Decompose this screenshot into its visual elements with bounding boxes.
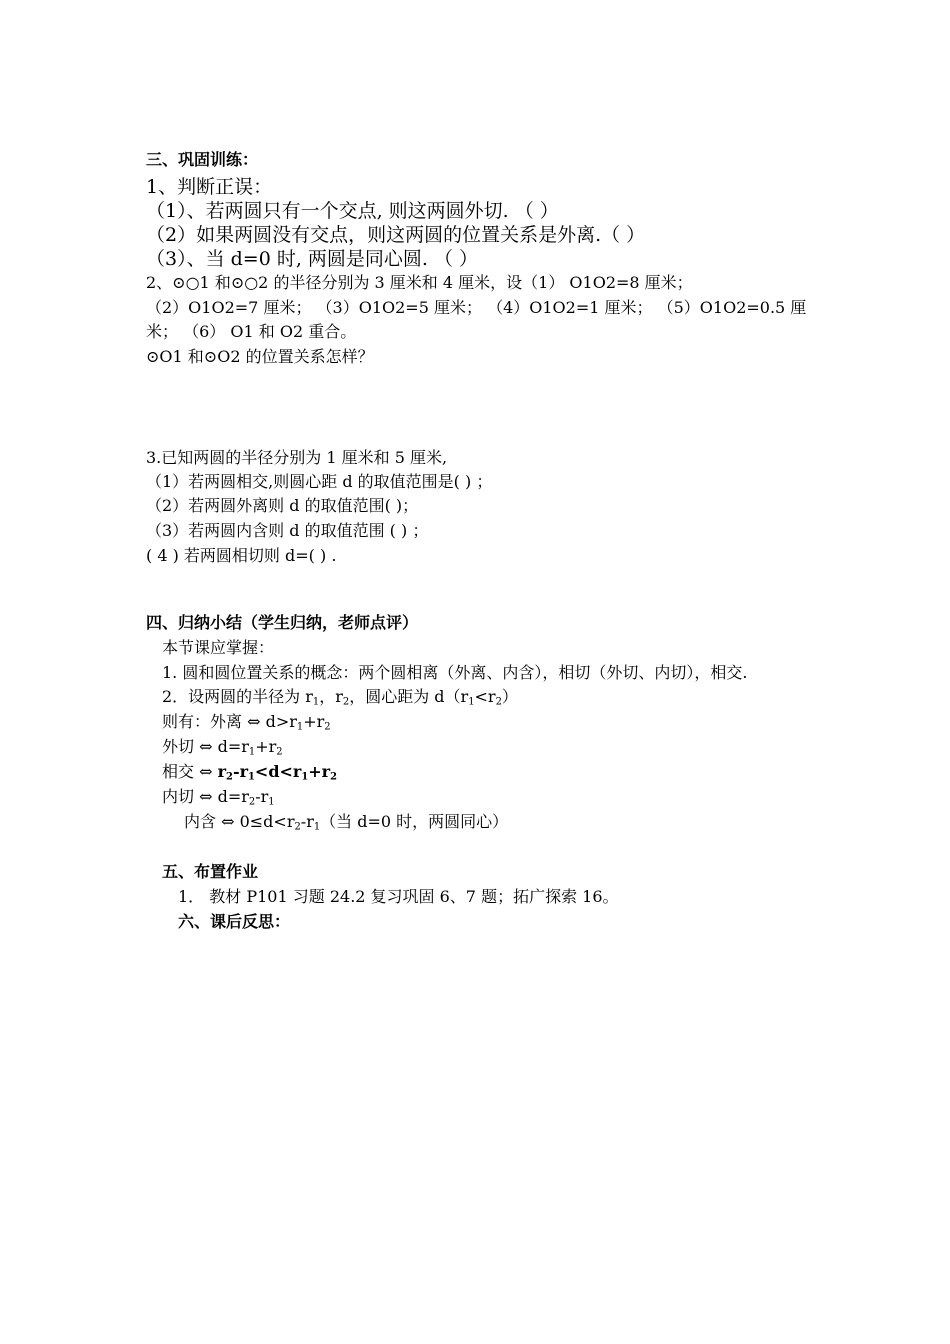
q3-line-5: ( 4 ) 若两圆相切则 d=( ) . (146, 546, 337, 565)
q3-line-4: （3）若两圆内含则 d 的取值范围 ( ) ； (146, 521, 429, 540)
section4-heading: 四、归纳小结（学生归纳，老师点评） (146, 613, 419, 632)
relation-intersect: 相交 ⇔ $r_2-r_1<d<r_1+r_2$ (162, 762, 338, 783)
q1-item-3: （3）、当 d=0 时, 两圆是同心圆. （ ） (146, 248, 479, 270)
summary-point-2: 2．设两圆的半径为 $r_1$，$r_2$，圆心距为 $d(r_1<r_2)$ (162, 687, 518, 708)
section3-heading: 三、巩固训练： (146, 150, 259, 169)
section5-heading: 五、布置作业 (162, 862, 259, 881)
q1-item-2: （2）如果两圆没有交点，则这两圆的位置关系是外离.（ ） (146, 224, 646, 246)
q2-line-4: ⊙O1 和⊙O2 的位置关系怎样？ (146, 347, 374, 366)
relation-internal-tangent: 内切 ⇔ $d=r_2-r_1$ (162, 787, 275, 808)
q1-item-1: （1）、若两圆只有一个交点, 则这两圆外切. （ ） (146, 200, 559, 222)
q1-title: 1、判断正误： (146, 176, 273, 198)
relation-containment: 内含 ⇔ $0\le d<r_2-r_1$（当 d=0 时，两圆同心） (184, 812, 509, 833)
relation-external-separation: 则有：外离 ⇔ $d>r_1+r_2$ (162, 712, 331, 733)
q2-line-1: 2、⊙○1 和⊙○2 的半径分别为 3 厘米和 4 厘米，设（1） O1O2=8 厘米； (146, 273, 693, 292)
section6-heading: 六、课后反思： (178, 912, 291, 931)
section4-intro: 本节课应掌握： (162, 638, 275, 657)
homework-item: 1． 教材 P101 习题 24.2 复习巩固 6、7 题；拓广探索 16。 (178, 887, 619, 906)
q3-line-3: （2）若两圆外离则 d 的取值范围( )； (146, 496, 419, 515)
q2-line-2: （2）O1O2=7 厘米； （3）O1O2=5 厘米； （4）O1O2=1 厘米； （5）O1O2=0.5 厘 (146, 298, 807, 317)
q2-line-3: 米； （6） O1 和 O2 重合。 (146, 322, 357, 341)
q3-line-1: 3.已知两圆的半径分别为 1 厘米和 5 厘米, (146, 448, 448, 467)
q3-line-2: （1）若两圆相交,则圆心距 d 的取值范围是( ) ； (146, 472, 493, 491)
summary-point-1: 1. 圆和圆位置关系的概念：两个圆相离（外离、内含），相切（外切、内切），相交. (162, 663, 748, 682)
relation-external-tangent: 外切 ⇔ $d=r_1+r_2$ (162, 737, 283, 758)
